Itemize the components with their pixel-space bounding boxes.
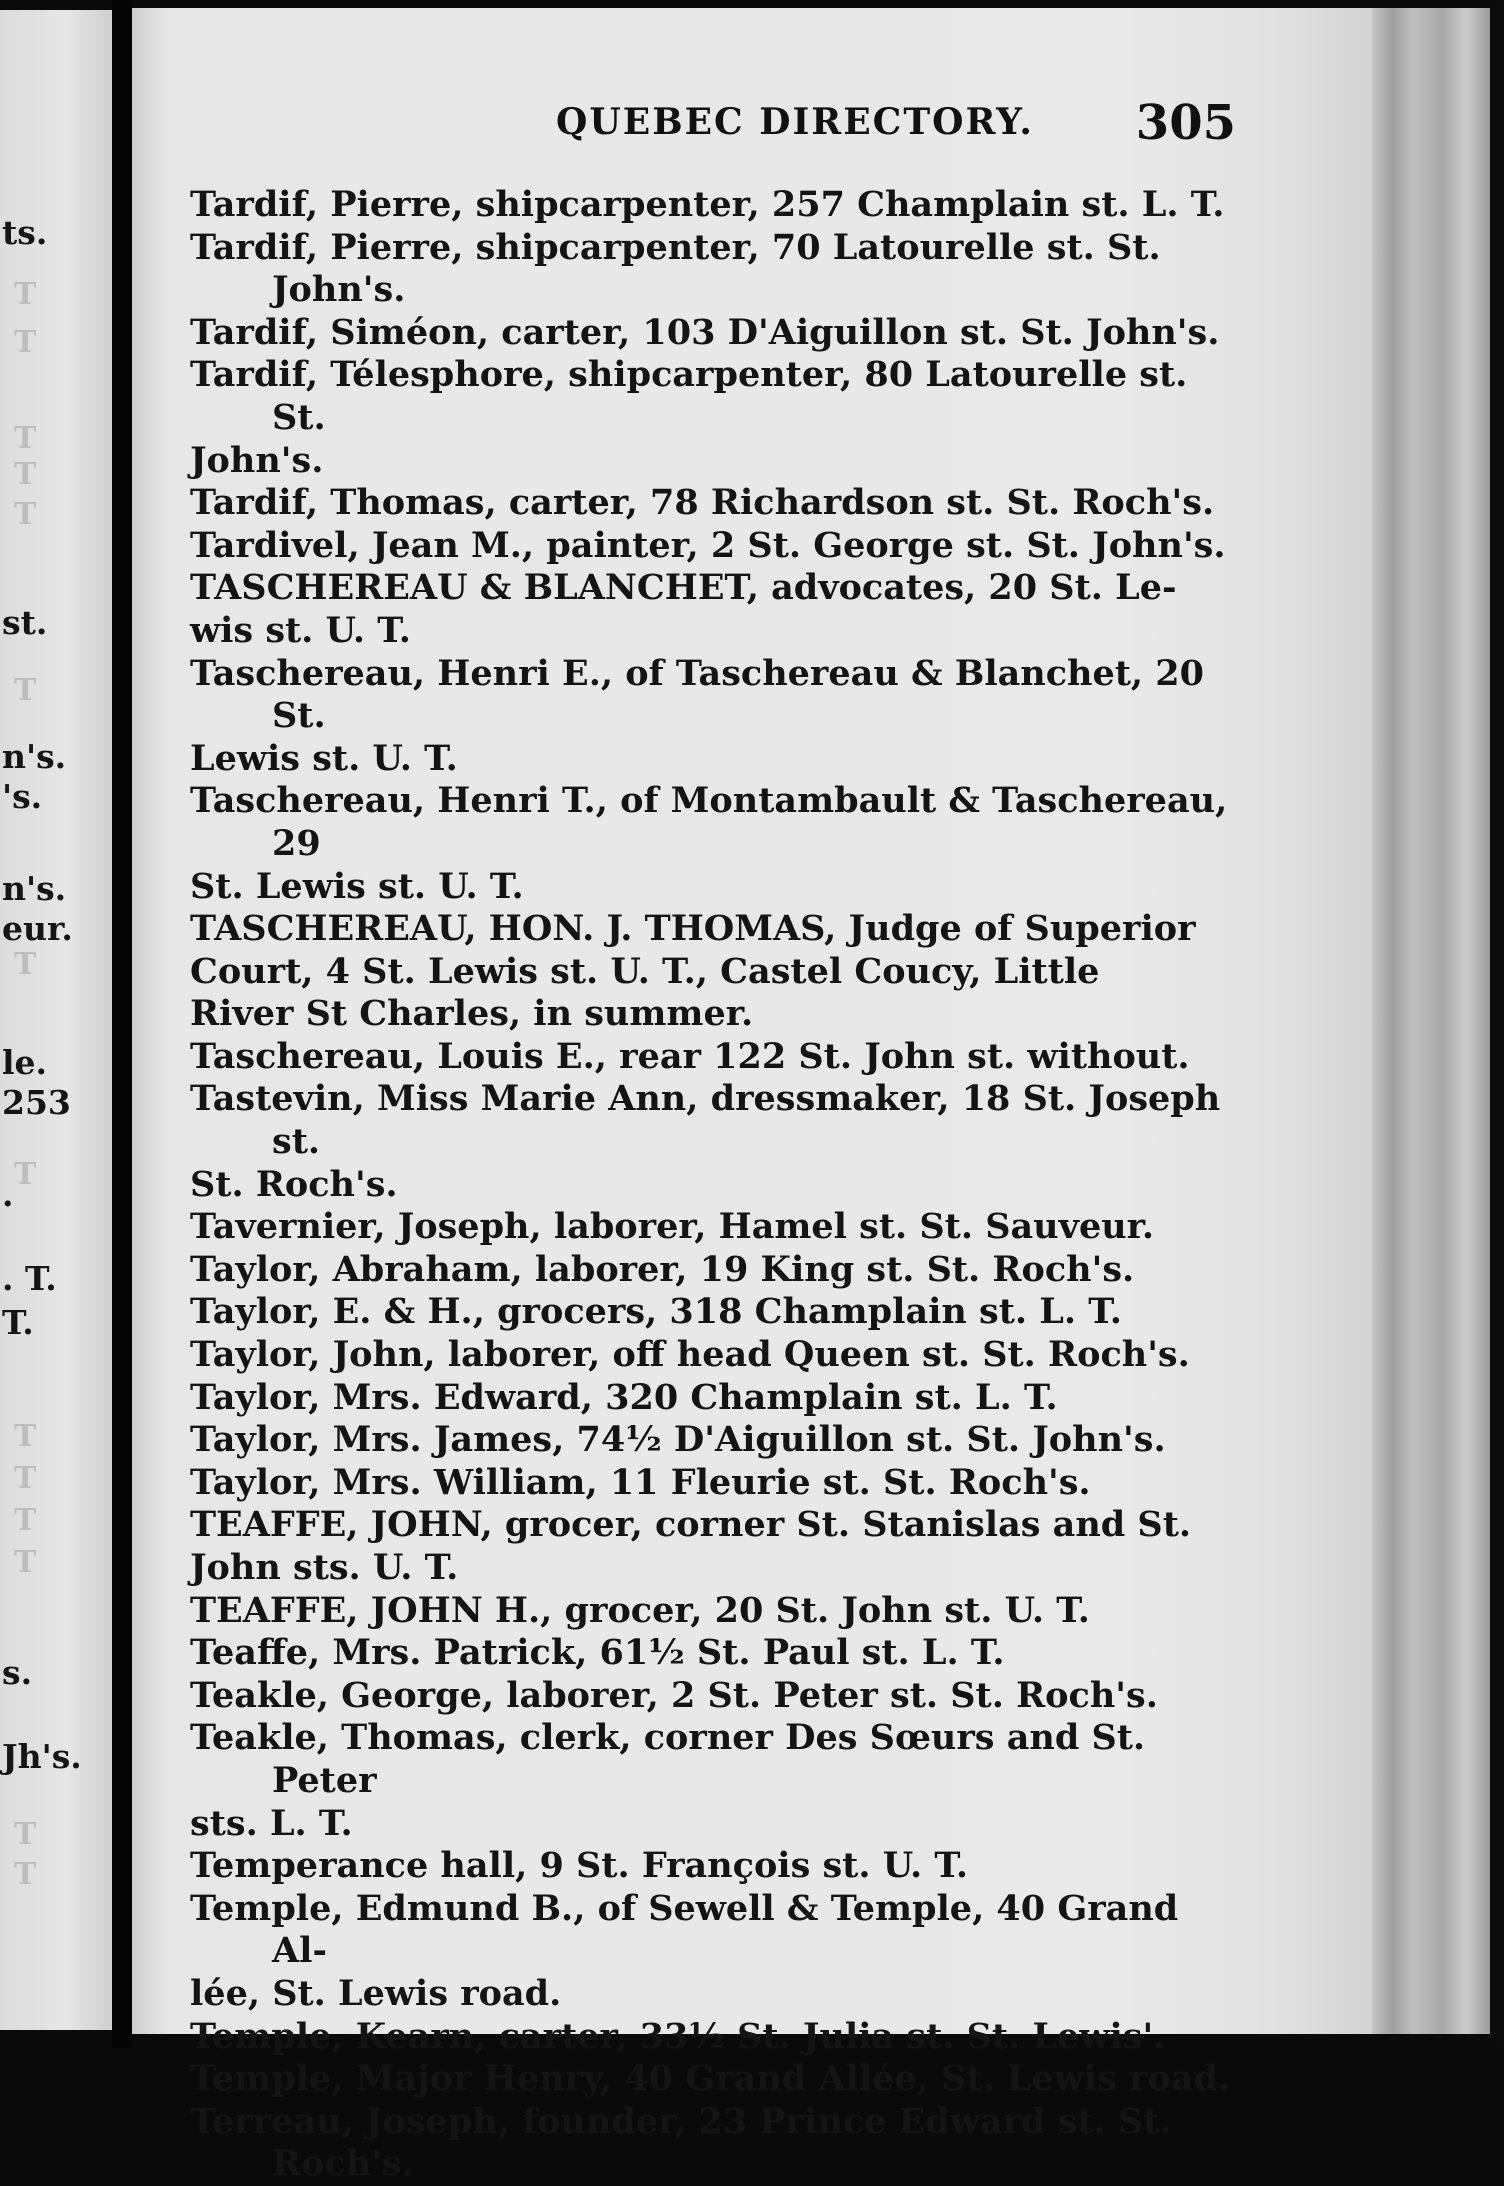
directory-entry <box>190 1419 1240 1462</box>
entry-line: TEAFFE, JOHN H., grocer, 20 St. John st. U. T. <box>190 1589 1090 1631</box>
entry-continuation-line: John sts. U. T. <box>190 1547 459 1588</box>
entry-line: Teakle, Thomas, clerk, corner Des Sœurs and St. Peter <box>190 1717 1146 1801</box>
left-fragment: . <box>2 1175 14 1214</box>
entry-continuation-line: lée, St. Lewis road. <box>190 1972 562 2014</box>
directory-entry <box>190 2058 1240 2101</box>
left-fragment: ts. <box>2 213 48 252</box>
directory-entry <box>190 1377 1240 1420</box>
bleed-mark: T <box>14 325 37 360</box>
entry-line: Tavernier, Joseph, laborer, Hamel st. St. Sauveur. <box>190 1206 1155 1248</box>
directory-entry <box>190 354 1240 482</box>
directory-entry <box>190 1334 1240 1377</box>
entry-continuation-line: wis st. U. T. <box>190 609 411 651</box>
directory-entry <box>190 1078 1240 1206</box>
directory-entry <box>190 1249 1240 1292</box>
entry-line: Teakle, George, laborer, 2 St. Peter st. St. Roch's. <box>190 1674 1158 1716</box>
left-fragment: . T. <box>2 1259 57 1298</box>
directory-entry <box>190 227 1240 312</box>
entry-line: Taylor, Mrs. Edward, 320 Champlain st. L. T. <box>190 1376 1058 1418</box>
left-facing-page <box>0 10 112 2030</box>
directory-entries <box>190 184 1240 2186</box>
header-title: QUEBEC DIRECTORY. <box>556 101 1034 143</box>
directory-entry <box>190 525 1240 568</box>
left-fragment: s. <box>2 1653 33 1692</box>
bleed-mark: T <box>14 1419 37 1454</box>
entry-continuation-line: St. Roch's. <box>190 1163 398 1205</box>
directory-entry <box>190 780 1240 908</box>
entry-line: Taylor, Abraham, laborer, 19 King st. St. Roch's. <box>190 1248 1135 1290</box>
entry-line: TASCHEREAU & BLANCHET, advocates, 20 St. Le- <box>190 567 1177 609</box>
entry-line: Taylor, E. & H., grocers, 318 Champlain st. L. T. <box>190 1291 1122 1333</box>
left-fragment: eur. <box>2 909 73 948</box>
directory-entry <box>190 1462 1240 1505</box>
left-fragment: 253 <box>2 1083 71 1122</box>
directory-entry <box>190 1206 1240 1249</box>
page-edge-stack <box>1372 8 1490 2034</box>
entry-continuation-line: Court, 4 St. Lewis st. U. T., Castel Coucy, Little <box>190 950 1100 992</box>
directory-entry <box>190 1632 1240 1675</box>
right-border <box>1490 0 1504 2048</box>
directory-entry <box>190 1036 1240 1079</box>
bleed-mark: T <box>14 1857 37 1892</box>
left-fragment: n's. <box>2 869 67 908</box>
directory-entry <box>190 2016 1240 2059</box>
directory-entry <box>190 2101 1240 2186</box>
bleed-mark: T <box>14 421 37 456</box>
directory-entry <box>190 1590 1240 1633</box>
entry-line: Taylor, Mrs. James, 74½ D'Aiguillon st. St. John's. <box>190 1419 1166 1461</box>
directory-entry <box>190 653 1240 781</box>
directory-entry <box>190 1717 1240 1845</box>
bleed-mark: T <box>14 1157 37 1192</box>
bleed-mark: T <box>14 673 37 708</box>
entry-line: Tardif, Thomas, carter, 78 Richardson st. St. Roch's. <box>190 482 1215 524</box>
entry-line: Taschereau, Henri T., of Montambault & Taschereau, 29 <box>190 780 1228 864</box>
entry-line: Temple, Kearn, carter, 33½ St. Julia st. St. Lewis'. <box>190 2015 1166 2057</box>
entry-line: Terreau, Joseph, founder, 23 Prince Edward st. St. Roch's. <box>190 2100 1172 2185</box>
directory-entry <box>190 567 1240 652</box>
entry-line: Tastevin, Miss Marie Ann, dressmaker, 18 St. Joseph st. <box>190 1078 1221 1163</box>
directory-entry <box>190 312 1240 355</box>
directory-entry <box>190 1675 1240 1718</box>
entry-line: Temple, Major Henry, 40 Grand Allée, St. Lewis road. <box>190 2058 1231 2100</box>
bleed-mark: T <box>14 277 37 312</box>
page-gutter <box>112 0 132 2048</box>
bleed-mark: T <box>14 1503 37 1538</box>
page-number: 305 <box>1135 95 1236 151</box>
left-fragment: st. <box>2 603 48 642</box>
entry-continuation-line: Lewis st. U. T. <box>190 737 458 779</box>
entry-continuation-line: River St Charles, in summer. <box>190 993 754 1035</box>
directory-entry <box>190 1845 1240 1888</box>
bleed-mark: T <box>14 1545 37 1580</box>
entry-continuation-line: St. Lewis st. U. T. <box>190 865 524 907</box>
entry-line: Tardif, Pierre, shipcarpenter, 70 Latourelle st. St. John's. <box>190 226 1161 311</box>
left-fragment: 's. <box>2 777 43 816</box>
entry-continuation-line: sts. L. T. <box>190 1802 353 1844</box>
entry-line: TASCHEREAU, HON. J. THOMAS, Judge of Superior <box>190 908 1196 950</box>
directory-entry <box>190 1291 1240 1334</box>
directory-entry <box>190 1888 1240 2016</box>
bleed-mark: T <box>14 497 37 532</box>
entry-line: Taschereau, Henri E., of Taschereau & Blanchet, 20 St. <box>190 652 1205 737</box>
bleed-mark: T <box>14 1461 37 1496</box>
bleed-mark: T <box>14 1817 37 1852</box>
left-fragment: Jh's. <box>2 1737 82 1776</box>
directory-entry <box>190 1504 1240 1589</box>
directory-entry <box>190 184 1240 227</box>
left-fragment: T. <box>2 1303 34 1342</box>
directory-entry <box>190 908 1240 1036</box>
entry-line: Tardif, Télesphore, shipcarpenter, 80 Latourelle st. St. <box>190 354 1188 438</box>
entry-continuation-line: John's. <box>190 439 324 481</box>
entry-line: Temple, Edmund B., of Sewell & Temple, 40 Grand Al- <box>190 1887 1179 1972</box>
entry-line: Tardivel, Jean M., painter, 2 St. George st. St. John's. <box>190 524 1226 566</box>
entry-line: Temperance hall, 9 St. François st. U. T. <box>190 1845 969 1887</box>
left-fragment: le. <box>2 1043 48 1082</box>
entry-line: TEAFFE, JOHN, grocer, corner St. Stanislas and St. <box>190 1504 1192 1546</box>
entry-line: Taylor, Mrs. William, 11 Fleurie st. St. Roch's. <box>190 1461 1091 1503</box>
bleed-mark: T <box>14 947 37 982</box>
running-header <box>556 95 1236 155</box>
entry-line: Tardif, Pierre, shipcarpenter, 257 Champlain st. L. T. <box>190 184 1225 225</box>
entry-line: Taschereau, Louis E., rear 122 St. John st. without. <box>190 1035 1190 1077</box>
left-fragment: n's. <box>2 737 67 776</box>
entry-line: Tardif, Siméon, carter, 103 D'Aiguillon st. St. John's. <box>190 311 1220 353</box>
directory-entry <box>190 482 1240 525</box>
entry-line: Taylor, John, laborer, off head Queen st. St. Roch's. <box>190 1334 1190 1376</box>
entry-line: Teaffe, Mrs. Patrick, 61½ St. Paul st. L. T. <box>190 1632 1005 1674</box>
bleed-mark: T <box>14 457 37 492</box>
